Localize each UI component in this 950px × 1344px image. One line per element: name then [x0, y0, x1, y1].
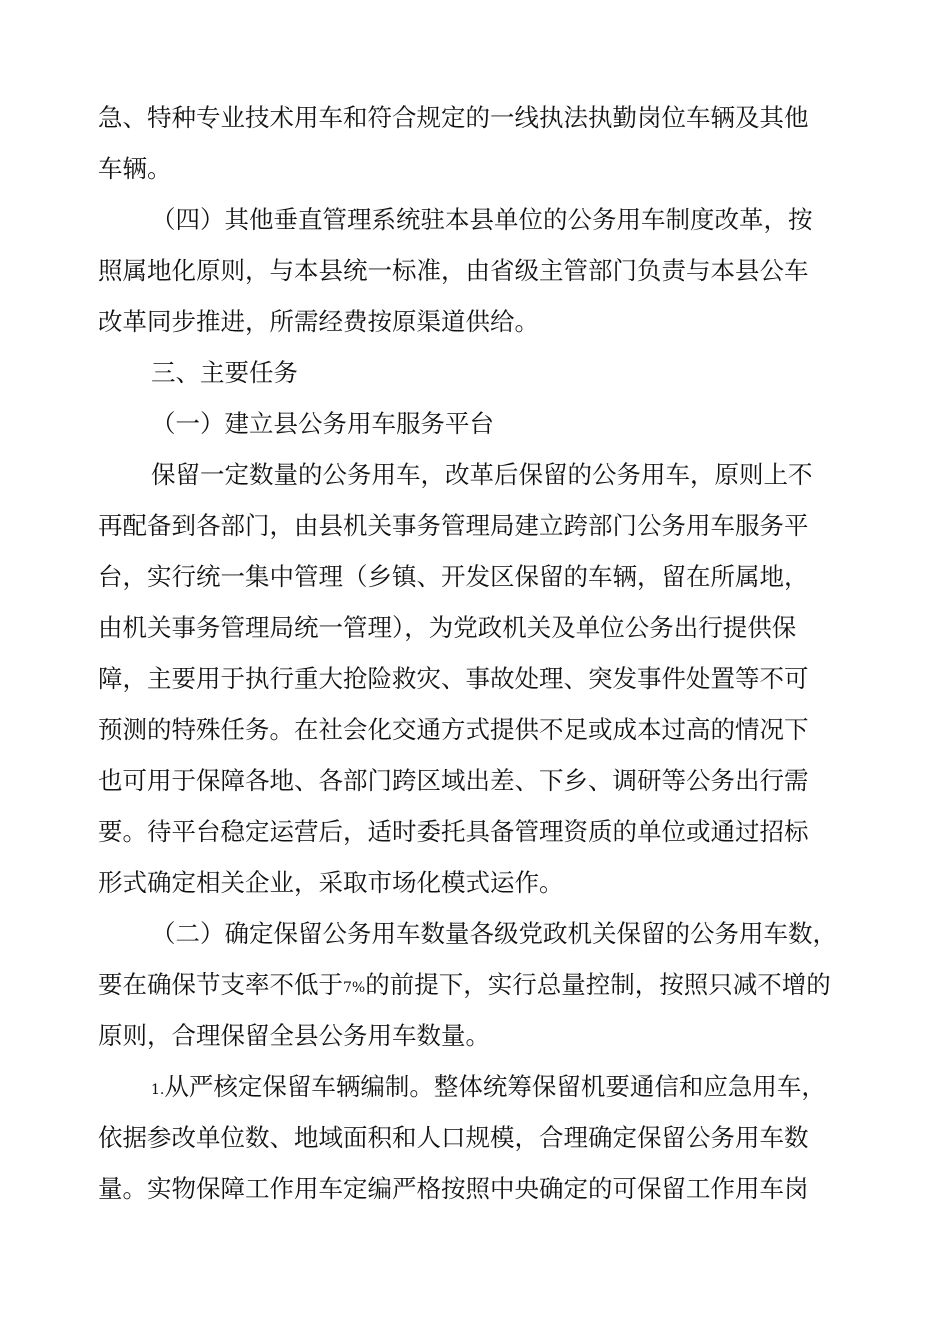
paragraph-line: （四）其他垂直管理系统驻本县单位的公务用车制度改革，按 — [151, 205, 813, 234]
paragraph-line: 保留一定数量的公务用车，改革后保留的公务用车，原则上不 — [151, 460, 813, 489]
line-text-before-number: 要在确保节支率不低于 — [98, 970, 343, 999]
line-text-after-number: 从严核定保留车辆编制。整体统筹保留机要通信和应急用车， — [164, 1072, 826, 1101]
paragraph-line: 量。实物保障工作用车定编严格按照中央确定的可保留工作用车岗 — [98, 1174, 809, 1203]
paragraph-line: 台，实行统一集中管理（乡镇、开发区保留的车辆，留在所属地， — [98, 562, 809, 591]
line-text-after-number: 的前提下，实行总量控制，按照只减不增的 — [365, 970, 831, 999]
paragraph-line: 障，主要用于执行重大抢险救灾、事故处理、突发事件处置等不可 — [98, 664, 809, 693]
paragraph-line: 也可用于保障各地、各部门跨区域出差、下乡、调研等公务出行需 — [98, 766, 809, 795]
paragraph-line: 照属地化原则，与本县统一标准，由省级主管部门负责与本县公车 — [98, 256, 809, 285]
paragraph-line: 改革同步推进，所需经费按原渠道供给。 — [98, 307, 539, 336]
item-number: 1. — [151, 1082, 165, 1098]
subsection-heading: （一）建立县公务用车服务平台 — [151, 409, 494, 438]
paragraph-line: 原则，合理保留全县公务用车数量。 — [98, 1021, 490, 1050]
paragraph-line: 由机关事务管理局统一管理），为党政机关及单位公务出行提供保 — [98, 613, 797, 642]
paragraph-line: 形式确定相关企业，采取市场化模式运作。 — [98, 868, 564, 897]
section-heading: 三、主要任务 — [151, 358, 298, 387]
paragraph-line: （二）确定保留公务用车数量各级党政机关保留的公务用车数， — [151, 919, 837, 948]
paragraph-line: 车辆。 — [98, 154, 172, 183]
paragraph-line: 要。待平台稳定运营后，适时委托具备管理资质的单位或通过招标 — [98, 817, 809, 846]
percentage-value: 7% — [343, 980, 366, 996]
paragraph-line: 急、特种专业技术用车和符合规定的一线执法执勤岗位车辆及其他 — [98, 103, 809, 132]
document-body — [98, 92, 878, 1214]
paragraph-line: 依据参改单位数、地域面积和人口规模，合理确定保留公务用车数 — [98, 1123, 809, 1152]
paragraph-line — [98, 959, 878, 1010]
paragraph-line — [98, 1061, 878, 1112]
paragraph-line: 再配备到各部门，由县机关事务管理局建立跨部门公务用车服务平 — [98, 511, 809, 540]
paragraph-line: 预测的特殊任务。在社会化交通方式提供不足或成本过高的情况下 — [98, 715, 809, 744]
